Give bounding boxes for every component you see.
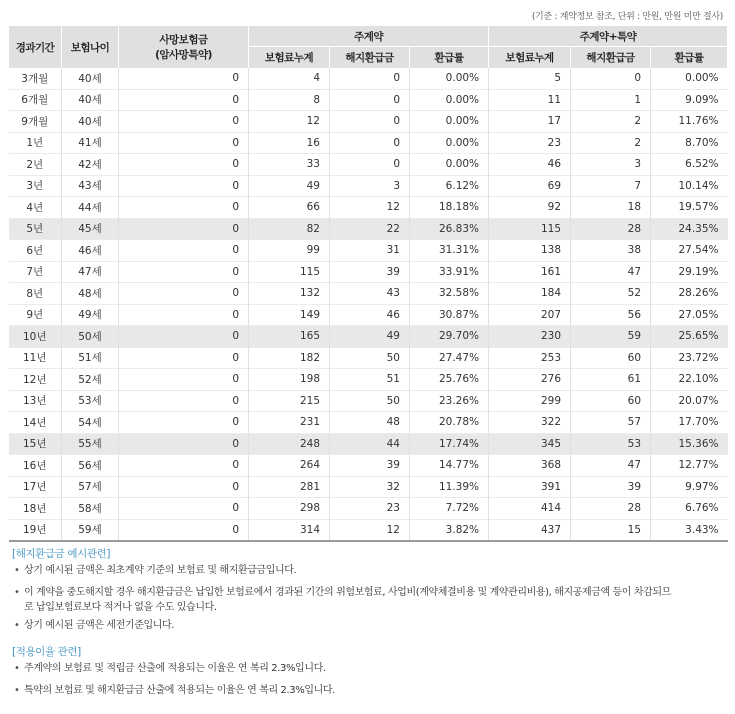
cell-combo-refund: 28 [571, 218, 651, 240]
cell-period: 6년 [9, 240, 62, 262]
refund-table [8, 26, 728, 542]
table-row [9, 175, 728, 197]
cell-combo-premium: 5 [489, 68, 571, 89]
cell-combo-refund: 15 [571, 519, 651, 541]
cell-main-premium: 182 [249, 347, 330, 369]
cell-main-rate: 11.39% [410, 476, 489, 498]
cell-combo-premium: 184 [489, 283, 571, 305]
cell-main-premium: 248 [249, 433, 330, 455]
cell-age: 49세 [62, 304, 119, 326]
cell-death-benefit: 0 [119, 326, 249, 348]
cell-combo-premium: 253 [489, 347, 571, 369]
cell-combo-rate: 19.57% [678, 201, 719, 214]
cell-main-refund: 51 [330, 369, 410, 391]
cell-main-premium: 149 [249, 304, 330, 326]
cell-death-benefit: 0 [119, 283, 249, 305]
table-row [9, 304, 728, 326]
cell-combo-refund: 39 [571, 476, 651, 498]
cell-period: 6개월 [9, 89, 62, 111]
table-row [9, 476, 728, 498]
cell-death-benefit: 0 [119, 347, 249, 369]
cell-main-premium: 132 [249, 283, 330, 305]
cell-main-refund: 0 [330, 154, 410, 176]
col-header-combo-rate: 환급률 [651, 47, 728, 69]
cell-combo-refund: 3 [571, 154, 651, 176]
cell-period: 5년 [9, 218, 62, 240]
cell-combo-premium: 69 [489, 175, 571, 197]
cell-main-premium: 12 [249, 111, 330, 133]
cell-main-refund: 39 [330, 455, 410, 477]
table-row [9, 369, 728, 391]
table-row [9, 89, 728, 111]
unit-note: (기준 : 계약정보 참조, 단위 : 만원, 만원 미만 절사) [531, 12, 723, 22]
cell-period: 9개월 [9, 111, 62, 133]
note-text: 상기 예시된 금액은 세전기준입니다. [24, 620, 175, 631]
cell-main-rate: 32.58% [410, 283, 489, 305]
cell-main-premium: 314 [249, 519, 330, 541]
cell-main-rate: 27.47% [410, 347, 489, 369]
cell-age: 40세 [62, 111, 119, 133]
cell-combo-premium: 276 [489, 369, 571, 391]
cell-combo-rate: 9.97% [685, 480, 719, 493]
cell-death-benefit: 0 [119, 261, 249, 283]
cell-age: 56세 [62, 455, 119, 477]
cell-combo-refund: 57 [571, 412, 651, 434]
note-text-continued: 로 납입보험료보다 적거나 없을 수도 있습니다. [24, 602, 217, 613]
cell-death-benefit: 0 [119, 218, 249, 240]
cell-age: 52세 [62, 369, 119, 391]
bullet-icon: • [14, 565, 20, 576]
table-row [9, 154, 728, 176]
cell-main-rate: 23.26% [410, 390, 489, 412]
cell-combo-refund: 60 [571, 347, 651, 369]
cell-combo-premium: 46 [489, 154, 571, 176]
cell-combo-rate: 6.76% [685, 502, 719, 515]
cell-death-benefit: 0 [119, 197, 249, 219]
cell-combo-premium: 230 [489, 326, 571, 348]
cell-age: 51세 [62, 347, 119, 369]
cell-period: 2년 [9, 154, 62, 176]
cell-combo-rate: 24.35% [651, 218, 728, 240]
table-row [9, 240, 728, 262]
cell-combo-premium: 207 [489, 304, 571, 326]
cell-main-rate: 0.00% [410, 111, 489, 133]
cell-combo-refund: 52 [571, 283, 651, 305]
cell-combo-rate: 10.14% [678, 179, 719, 192]
cell-main-rate: 18.18% [410, 197, 489, 219]
table-row [9, 111, 728, 133]
note-item [14, 563, 296, 578]
cell-period: 15년 [9, 433, 62, 455]
cell-main-refund: 12 [330, 197, 410, 219]
cell-age: 59세 [62, 519, 119, 541]
cell-main-refund: 50 [330, 347, 410, 369]
cell-combo-rate: 27.05% [678, 308, 719, 321]
cell-main-refund: 50 [330, 390, 410, 412]
table-row [9, 347, 728, 369]
cell-main-refund: 3 [330, 175, 410, 197]
cell-main-refund: 0 [330, 111, 410, 133]
cell-combo-rate: 17.70% [678, 416, 719, 429]
cell-main-premium: 215 [249, 390, 330, 412]
cell-death-benefit: 0 [119, 68, 249, 89]
cell-death-benefit: 0 [119, 519, 249, 541]
cell-main-premium: 264 [249, 455, 330, 477]
cell-combo-refund: 47 [571, 261, 651, 283]
cell-combo-refund: 7 [571, 175, 651, 197]
cell-main-refund: 31 [330, 240, 410, 262]
cell-combo-refund: 2 [571, 111, 651, 133]
cell-main-refund: 49 [330, 326, 410, 348]
bullet-icon: • [14, 620, 20, 631]
table-row [9, 197, 728, 219]
cell-combo-rate: 27.54% [678, 244, 719, 257]
cell-main-rate: 0.00% [410, 68, 489, 89]
cell-main-refund: 39 [330, 261, 410, 283]
cell-combo-rate: 28.26% [678, 287, 719, 300]
table-row [9, 326, 728, 348]
note-text: 상기 예시된 금액은 최초계약 기준의 보험료 및 해지환급금입니다. [24, 565, 297, 576]
col-header-combo-refund: 해지환급금 [571, 47, 651, 69]
cell-main-refund: 44 [330, 433, 410, 455]
table-row [9, 519, 728, 541]
cell-combo-refund: 60 [571, 390, 651, 412]
table-row [9, 498, 728, 520]
cell-main-rate: 0.00% [410, 132, 489, 154]
cell-combo-rate: 9.09% [685, 93, 719, 106]
cell-combo-refund: 61 [571, 369, 651, 391]
cell-main-premium: 231 [249, 412, 330, 434]
cell-death-benefit: 0 [119, 412, 249, 434]
group-header-main: 주계약 [249, 26, 489, 47]
cell-death-benefit: 0 [119, 240, 249, 262]
cell-combo-premium: 322 [489, 412, 571, 434]
note-text: 특약의 보험료 및 해지환급금 산출에 적용되는 이율은 연 복리 2.3%입니다. [24, 685, 335, 696]
cell-combo-refund: 53 [571, 433, 651, 455]
cell-combo-refund: 0 [571, 68, 651, 89]
cell-main-refund: 23 [330, 498, 410, 520]
cell-main-rate: 17.74% [410, 433, 489, 455]
cell-combo-rate: 15.36% [651, 433, 728, 455]
cell-age: 45세 [62, 218, 119, 240]
cell-combo-refund: 38 [571, 240, 651, 262]
cell-age: 47세 [62, 261, 119, 283]
cell-combo-premium: 92 [489, 197, 571, 219]
cell-main-premium: 99 [249, 240, 330, 262]
cell-combo-premium: 299 [489, 390, 571, 412]
cell-main-premium: 281 [249, 476, 330, 498]
bullet-icon: • [14, 685, 20, 696]
cell-main-premium: 115 [249, 261, 330, 283]
col-header-period: 경과기간 [9, 26, 62, 68]
cell-main-refund: 48 [330, 412, 410, 434]
cell-combo-premium: 368 [489, 455, 571, 477]
cell-period: 9년 [9, 304, 62, 326]
table-row [9, 433, 728, 455]
cell-period: 14년 [9, 412, 62, 434]
death-benefit-sublabel: (암사망특약) [155, 49, 212, 61]
cell-combo-refund: 28 [571, 498, 651, 520]
cell-period: 3년 [9, 175, 62, 197]
cell-period: 8년 [9, 283, 62, 305]
cell-period: 17년 [9, 476, 62, 498]
col-header-combo-premium: 보험료누계 [489, 47, 571, 69]
cell-period: 19년 [9, 519, 62, 541]
cell-combo-premium: 437 [489, 519, 571, 541]
cell-main-refund: 32 [330, 476, 410, 498]
cell-main-refund: 12 [330, 519, 410, 541]
cell-combo-rate: 11.76% [678, 115, 719, 128]
col-header-death-benefit [119, 26, 249, 68]
cell-period: 18년 [9, 498, 62, 520]
cell-combo-rate: 22.10% [678, 373, 719, 386]
bullet-icon: • [14, 663, 20, 674]
note-item [14, 661, 326, 676]
table-row [9, 261, 728, 283]
cell-death-benefit: 0 [119, 390, 249, 412]
cell-main-premium: 16 [249, 132, 330, 154]
cell-main-rate: 26.83% [410, 218, 489, 240]
note-text: 이 계약을 중도해지할 경우 해지환급금은 납입한 보험료에서 경과된 기간의 위험보험료, 사업비(계약체결비용 및 계약관리비용), 해지공제금액 등이 차감되므 [24, 587, 671, 598]
cell-main-refund: 0 [330, 89, 410, 111]
cell-period: 3개월 [9, 68, 62, 89]
cell-combo-refund: 56 [571, 304, 651, 326]
cell-main-premium: 66 [249, 197, 330, 219]
table-row [9, 68, 728, 89]
cell-combo-rate: 23.72% [678, 351, 719, 364]
note-item [14, 683, 335, 698]
cell-death-benefit: 0 [119, 433, 249, 455]
death-benefit-label: 사망보험금 [159, 34, 208, 46]
cell-main-premium: 298 [249, 498, 330, 520]
cell-death-benefit: 0 [119, 89, 249, 111]
cell-main-rate: 0.00% [410, 89, 489, 111]
cell-period: 1년 [9, 132, 62, 154]
cell-death-benefit: 0 [119, 154, 249, 176]
table-row [9, 390, 728, 412]
cell-main-refund: 46 [330, 304, 410, 326]
cell-period: 13년 [9, 390, 62, 412]
cell-age: 53세 [62, 390, 119, 412]
cell-age: 40세 [62, 89, 119, 111]
cell-period: 11년 [9, 347, 62, 369]
cell-combo-premium: 161 [489, 261, 571, 283]
cell-death-benefit: 0 [119, 369, 249, 391]
cell-main-premium: 49 [249, 175, 330, 197]
cell-combo-rate: 12.77% [678, 459, 719, 472]
cell-death-benefit: 0 [119, 498, 249, 520]
cell-combo-rate: 29.19% [678, 265, 719, 278]
cell-period: 16년 [9, 455, 62, 477]
cell-death-benefit: 0 [119, 476, 249, 498]
group-header-combo: 주계약+특약 [489, 26, 728, 47]
bullet-icon: • [14, 587, 20, 598]
cell-combo-rate: 0.00% [685, 72, 719, 85]
cell-combo-rate: 25.65% [651, 326, 728, 348]
cell-main-rate: 6.12% [410, 175, 489, 197]
cell-main-rate: 30.87% [410, 304, 489, 326]
table-row [9, 218, 728, 240]
col-header-age: 보험나이 [62, 26, 119, 68]
col-header-main-rate: 환급률 [410, 47, 489, 69]
cell-main-rate: 0.00% [410, 154, 489, 176]
cell-main-premium: 165 [249, 326, 330, 348]
note-item [14, 618, 174, 633]
cell-period: 10년 [9, 326, 62, 348]
section-title-refund: [해지환급금 예시관련] [12, 548, 111, 560]
section-title-interest: [적용이율 관련] [12, 646, 81, 658]
cell-age: 57세 [62, 476, 119, 498]
cell-combo-rate: 8.70% [685, 136, 719, 149]
cell-age: 55세 [62, 433, 119, 455]
cell-combo-refund: 18 [571, 197, 651, 219]
cell-main-premium: 4 [249, 68, 330, 89]
cell-combo-rate: 20.07% [678, 394, 719, 407]
cell-combo-premium: 138 [489, 240, 571, 262]
cell-combo-premium: 11 [489, 89, 571, 111]
cell-age: 54세 [62, 412, 119, 434]
cell-combo-refund: 1 [571, 89, 651, 111]
cell-main-refund: 43 [330, 283, 410, 305]
cell-death-benefit: 0 [119, 111, 249, 133]
cell-death-benefit: 0 [119, 455, 249, 477]
note-item [14, 585, 671, 615]
cell-age: 40세 [62, 68, 119, 89]
cell-combo-rate: 3.43% [685, 523, 719, 536]
cell-main-premium: 8 [249, 89, 330, 111]
cell-combo-premium: 345 [489, 433, 571, 455]
cell-age: 42세 [62, 154, 119, 176]
cell-combo-refund: 2 [571, 132, 651, 154]
cell-death-benefit: 0 [119, 175, 249, 197]
cell-period: 7년 [9, 261, 62, 283]
cell-main-rate: 31.31% [410, 240, 489, 262]
cell-combo-premium: 115 [489, 218, 571, 240]
cell-age: 41세 [62, 132, 119, 154]
cell-main-premium: 198 [249, 369, 330, 391]
col-header-main-premium: 보험료누계 [249, 47, 330, 69]
cell-age: 48세 [62, 283, 119, 305]
cell-main-rate: 20.78% [410, 412, 489, 434]
cell-main-refund: 22 [330, 218, 410, 240]
cell-death-benefit: 0 [119, 132, 249, 154]
cell-main-rate: 29.70% [410, 326, 489, 348]
cell-combo-premium: 17 [489, 111, 571, 133]
table-row [9, 283, 728, 305]
cell-combo-premium: 414 [489, 498, 571, 520]
cell-main-premium: 82 [249, 218, 330, 240]
cell-combo-refund: 47 [571, 455, 651, 477]
table-row [9, 132, 728, 154]
cell-age: 46세 [62, 240, 119, 262]
cell-main-rate: 7.72% [410, 498, 489, 520]
cell-main-rate: 25.76% [410, 369, 489, 391]
cell-combo-premium: 23 [489, 132, 571, 154]
cell-death-benefit: 0 [119, 304, 249, 326]
cell-main-rate: 33.91% [410, 261, 489, 283]
cell-combo-premium: 391 [489, 476, 571, 498]
table-row [9, 412, 728, 434]
cell-period: 12년 [9, 369, 62, 391]
cell-main-rate: 3.82% [410, 519, 489, 541]
cell-combo-refund: 59 [571, 326, 651, 348]
note-text: 주계약의 보험료 및 적립금 산출에 적용되는 이율은 연 복리 2.3%입니다. [24, 663, 326, 674]
cell-main-premium: 33 [249, 154, 330, 176]
cell-period: 4년 [9, 197, 62, 219]
cell-age: 58세 [62, 498, 119, 520]
cell-main-refund: 0 [330, 132, 410, 154]
cell-main-refund: 0 [330, 68, 410, 89]
cell-age: 50세 [62, 326, 119, 348]
cell-age: 44세 [62, 197, 119, 219]
col-header-main-refund: 해지환급금 [330, 47, 410, 69]
table-body [9, 68, 728, 541]
cell-combo-rate: 6.52% [685, 158, 719, 171]
table-row [9, 455, 728, 477]
cell-main-rate: 14.77% [410, 455, 489, 477]
cell-age: 43세 [62, 175, 119, 197]
